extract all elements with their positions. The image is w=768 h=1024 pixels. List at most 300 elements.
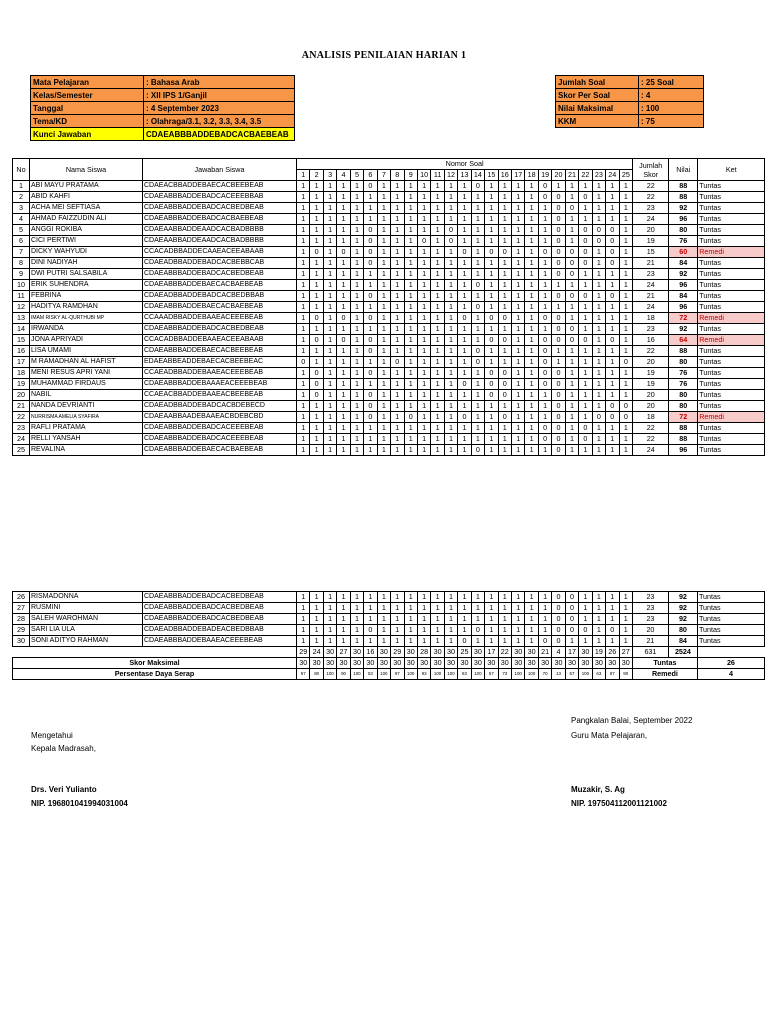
question-score: 0: [592, 236, 605, 247]
question-score: 1: [431, 203, 444, 214]
question-score: 0: [565, 291, 578, 302]
question-score: 1: [458, 302, 471, 313]
question-score: 1: [377, 258, 390, 269]
student-no: 9: [13, 269, 30, 280]
student-row: [13, 302, 765, 313]
question-score: 0: [552, 434, 565, 445]
question-score: 1: [297, 346, 310, 357]
student-answers: CDAEABBBADDEBADCACBEDBEAB: [143, 324, 297, 335]
student-answers: CCACADBBADDECAAEACEEABAAB: [143, 247, 297, 258]
student-status: Tuntas: [697, 625, 764, 636]
question-score: 1: [606, 636, 619, 647]
student-grade: 60: [669, 247, 698, 258]
question-score: 1: [579, 269, 592, 280]
student-grade: 72: [669, 313, 698, 324]
question-score: 1: [377, 291, 390, 302]
info-label: Kunci Jawaban: [31, 128, 144, 141]
question-score: 1: [323, 625, 336, 636]
question-max-score: 30: [350, 658, 363, 669]
question-score: 1: [579, 181, 592, 192]
question-total: 30: [377, 647, 390, 658]
student-status: Tuntas: [697, 592, 764, 603]
student-no: 1: [13, 181, 30, 192]
question-score: 0: [471, 445, 484, 456]
question-score: 0: [565, 603, 578, 614]
question-score: 1: [498, 291, 511, 302]
question-score: 1: [444, 291, 457, 302]
question-score: 0: [606, 291, 619, 302]
student-total-score: 15: [633, 247, 669, 258]
absorption-label: Persentase Daya Serap: [13, 669, 297, 680]
question-score: 1: [337, 291, 350, 302]
question-score: 0: [498, 335, 511, 346]
question-score: 1: [417, 181, 430, 192]
question-score: 1: [404, 258, 417, 269]
question-score: 0: [552, 335, 565, 346]
question-score: 1: [364, 434, 377, 445]
question-score: 1: [323, 203, 336, 214]
question-score: 1: [297, 368, 310, 379]
student-name: NANDA DEVRIANTI: [30, 401, 143, 412]
question-score: 0: [364, 313, 377, 324]
question-score: 1: [444, 247, 457, 258]
question-score: 1: [377, 614, 390, 625]
question-score: 1: [297, 335, 310, 346]
question-score: 1: [525, 434, 538, 445]
question-absorption: 100: [350, 669, 363, 680]
question-score: 1: [431, 269, 444, 280]
question-score: 1: [606, 181, 619, 192]
question-score: 1: [471, 390, 484, 401]
question-score: 1: [377, 280, 390, 291]
question-score: 0: [310, 313, 323, 324]
question-total: 25: [458, 647, 471, 658]
student-answers: CCAEADBBADDEBAAEACEEEBEAB: [143, 368, 297, 379]
question-max-score: 30: [458, 658, 471, 669]
student-no: 26: [13, 592, 30, 603]
question-score: 1: [417, 614, 430, 625]
question-score: 1: [498, 592, 511, 603]
question-score: 1: [404, 313, 417, 324]
tuntas-label: Tuntas: [632, 658, 697, 669]
question-score: 1: [525, 269, 538, 280]
question-score: 0: [565, 324, 578, 335]
question-score: 1: [512, 434, 525, 445]
question-score: 1: [431, 603, 444, 614]
question-score: 1: [337, 203, 350, 214]
student-row: [13, 203, 765, 214]
question-score: 1: [498, 346, 511, 357]
question-score: 1: [404, 335, 417, 346]
question-score: 0: [565, 258, 578, 269]
question-score: 0: [552, 423, 565, 434]
question-score: 1: [565, 357, 578, 368]
student-no: 3: [13, 203, 30, 214]
student-name: MENI RESUS APRI YANI: [30, 368, 143, 379]
question-max-score: 30: [310, 658, 323, 669]
student-answers: CDAEAABBAADEBAAEACBDEBCBD: [143, 412, 297, 423]
question-number: 24: [606, 170, 619, 181]
question-score: 1: [444, 603, 457, 614]
question-score: 0: [552, 412, 565, 423]
question-score: 1: [498, 625, 511, 636]
question-score: 1: [565, 445, 578, 456]
student-row: [13, 335, 765, 346]
student-grade: 64: [669, 335, 698, 346]
question-score: 0: [606, 401, 619, 412]
question-score: 1: [417, 280, 430, 291]
question-score: 1: [337, 592, 350, 603]
student-status: Tuntas: [698, 368, 765, 379]
question-score: 1: [364, 357, 377, 368]
question-score: 1: [471, 258, 484, 269]
student-total-score: 19: [633, 236, 669, 247]
question-score: 1: [350, 592, 363, 603]
question-score: 1: [297, 203, 310, 214]
question-score: 1: [297, 291, 310, 302]
question-score: 0: [606, 236, 619, 247]
info-label: Nilai Maksimal: [556, 102, 639, 115]
question-score: 1: [458, 324, 471, 335]
question-score: 0: [485, 313, 498, 324]
question-score: 1: [619, 423, 633, 434]
student-name: NURRISMA AMELIA SYAFIRA: [30, 412, 143, 423]
question-score: 1: [565, 636, 578, 647]
question-max-score: 30: [565, 658, 578, 669]
question-max-score: 30: [377, 658, 390, 669]
question-score: 1: [404, 214, 417, 225]
info-row: [31, 115, 295, 128]
right-role: Guru Mata Pelajaran,: [571, 731, 648, 740]
question-score: 1: [485, 236, 498, 247]
question-score: 1: [565, 434, 578, 445]
student-total-score: 18: [633, 313, 669, 324]
question-score: 0: [364, 247, 377, 258]
question-score: 0: [538, 357, 551, 368]
question-score: 1: [525, 401, 538, 412]
question-score: 1: [444, 625, 457, 636]
student-row: [13, 214, 765, 225]
question-score: 0: [552, 236, 565, 247]
question-score: 1: [377, 412, 390, 423]
student-grade: 84: [668, 636, 697, 647]
question-score: 1: [458, 434, 471, 445]
question-score: 1: [512, 614, 525, 625]
student-no: 6: [13, 236, 30, 247]
question-score: 1: [619, 324, 633, 335]
question-score: 1: [525, 181, 538, 192]
question-score: 1: [323, 258, 336, 269]
student-row: [13, 614, 765, 625]
student-row: [13, 368, 765, 379]
question-score: 1: [485, 412, 498, 423]
question-score: 1: [377, 346, 390, 357]
question-score: 1: [512, 280, 525, 291]
question-score: 1: [471, 236, 484, 247]
question-score: 1: [498, 401, 511, 412]
question-max-score: 30: [498, 658, 511, 669]
question-score: 1: [337, 269, 350, 280]
question-total: 26: [606, 647, 619, 658]
question-score: 1: [431, 302, 444, 313]
question-score: 0: [471, 625, 484, 636]
question-score: 1: [391, 603, 404, 614]
question-score: 1: [512, 181, 525, 192]
question-score: 0: [552, 203, 565, 214]
question-score: 1: [525, 636, 538, 647]
question-number: 16: [498, 170, 511, 181]
question-score: 1: [565, 236, 578, 247]
question-score: 1: [525, 203, 538, 214]
student-grade: 80: [669, 390, 698, 401]
question-score: 1: [458, 335, 471, 346]
question-score: 1: [364, 280, 377, 291]
question-score: 0: [606, 247, 619, 258]
question-score: 1: [525, 313, 538, 324]
question-score: 1: [431, 346, 444, 357]
student-answers: CDAEACBBADDEBAECACBEEBEAB: [143, 181, 297, 192]
student-total-score: 16: [633, 335, 669, 346]
question-score: 1: [579, 280, 592, 291]
question-score: 1: [404, 346, 417, 357]
question-score: 0: [579, 247, 592, 258]
student-answers: CDAEABBBADDEBADCACBEDBEAB: [143, 603, 297, 614]
student-name: CICI PERTIWI: [30, 236, 143, 247]
student-name: JONA APRIYADI: [30, 335, 143, 346]
question-score: 1: [485, 291, 498, 302]
question-max-score: 30: [538, 658, 551, 669]
question-score: 1: [391, 313, 404, 324]
question-score: 1: [417, 247, 430, 258]
question-score: 1: [579, 313, 592, 324]
info-row: [31, 89, 295, 102]
question-score: 1: [512, 214, 525, 225]
question-score: 1: [377, 181, 390, 192]
student-answers: CDAEABBBADDEBAECACBAEBEAB: [143, 445, 297, 456]
question-absorption: 100: [377, 669, 390, 680]
question-score: 1: [606, 214, 619, 225]
question-score: 0: [552, 625, 565, 636]
student-total-score: 23: [633, 324, 669, 335]
question-score: 1: [323, 603, 336, 614]
question-score: 1: [417, 412, 430, 423]
question-score: 1: [458, 236, 471, 247]
question-score: 1: [364, 614, 377, 625]
question-score: 1: [364, 192, 377, 203]
question-score: 1: [525, 346, 538, 357]
question-score: 1: [498, 614, 511, 625]
question-number: 5: [350, 170, 363, 181]
question-score: 1: [323, 636, 336, 647]
question-max-score: 30: [592, 658, 605, 669]
student-row: [13, 258, 765, 269]
question-score: 1: [444, 324, 457, 335]
question-score: 1: [538, 603, 551, 614]
student-answers: CDAEABBBADDEBAECACBAEBEAB: [143, 302, 297, 313]
question-score: 1: [364, 379, 377, 390]
question-score: 0: [606, 258, 619, 269]
question-score: 1: [525, 368, 538, 379]
student-status: Tuntas: [698, 423, 765, 434]
question-score: 1: [323, 390, 336, 401]
question-score: 1: [297, 236, 310, 247]
student-answers: CDAEABBBADDEBADCACBEDBEAB: [143, 614, 297, 625]
question-score: 0: [552, 258, 565, 269]
question-score: 1: [525, 291, 538, 302]
question-score: 1: [323, 357, 336, 368]
question-score: 1: [606, 390, 619, 401]
student-grade: 80: [669, 357, 698, 368]
student-no: 4: [13, 214, 30, 225]
question-score: 1: [431, 280, 444, 291]
question-score: 1: [337, 614, 350, 625]
question-score: 0: [538, 346, 551, 357]
question-absorption: 83: [458, 669, 471, 680]
student-name: DWI PUTRI SALSABILA: [30, 269, 143, 280]
question-score: 0: [606, 335, 619, 346]
student-status: Tuntas: [698, 445, 765, 456]
question-score: 0: [364, 625, 377, 636]
question-score: 1: [323, 247, 336, 258]
question-score: 1: [619, 214, 633, 225]
question-score: 0: [538, 192, 551, 203]
question-score: 1: [431, 313, 444, 324]
student-status: Tuntas: [697, 603, 764, 614]
question-score: 1: [350, 423, 363, 434]
question-score: 1: [606, 368, 619, 379]
question-score: 1: [391, 445, 404, 456]
question-score: 1: [337, 379, 350, 390]
student-total-score: 20: [633, 401, 669, 412]
question-number: 3: [323, 170, 336, 181]
grand-total-grade: 2524: [668, 647, 697, 658]
student-total-score: 24: [633, 214, 669, 225]
question-score: 1: [619, 258, 633, 269]
question-score: 1: [377, 192, 390, 203]
question-max-score: 30: [606, 658, 619, 669]
question-score: 1: [350, 614, 363, 625]
question-score: 1: [525, 280, 538, 291]
question-absorption: 53: [364, 669, 377, 680]
question-score: 1: [310, 302, 323, 313]
question-score: 1: [471, 614, 484, 625]
question-score: 1: [350, 258, 363, 269]
question-score: 1: [350, 412, 363, 423]
question-score: 1: [377, 203, 390, 214]
student-total-score: 22: [633, 346, 669, 357]
question-score: 0: [364, 412, 377, 423]
question-score: 1: [606, 445, 619, 456]
question-score: 1: [404, 614, 417, 625]
question-score: 1: [565, 368, 578, 379]
question-score: 1: [431, 390, 444, 401]
score-table-continued: [12, 591, 765, 680]
question-score: 1: [498, 214, 511, 225]
totals-row: [13, 647, 765, 658]
question-score: 1: [498, 445, 511, 456]
question-score: 1: [471, 434, 484, 445]
question-score: 0: [552, 225, 565, 236]
student-grade: 92: [669, 324, 698, 335]
question-score: 1: [525, 247, 538, 258]
remedi-count: 4: [697, 669, 764, 680]
question-score: 1: [525, 225, 538, 236]
question-max-score: 30: [417, 658, 430, 669]
question-max-score: 30: [404, 658, 417, 669]
question-score: 1: [310, 434, 323, 445]
student-answers: CDAEABBBADDEBADCACBEDBEAB: [143, 269, 297, 280]
question-score: 1: [297, 636, 310, 647]
info-left-table: [30, 75, 295, 141]
question-score: 1: [323, 236, 336, 247]
question-score: 1: [498, 324, 511, 335]
question-score: 1: [297, 247, 310, 258]
question-score: 1: [391, 614, 404, 625]
question-score: 1: [538, 258, 551, 269]
question-score: 1: [323, 302, 336, 313]
question-max-score: 30: [471, 658, 484, 669]
student-status: Tuntas: [698, 214, 765, 225]
question-score: 1: [619, 614, 632, 625]
question-score: 1: [485, 324, 498, 335]
question-score: 1: [404, 423, 417, 434]
question-score: 1: [350, 368, 363, 379]
question-score: 0: [538, 423, 551, 434]
question-score: 0: [364, 258, 377, 269]
question-score: 0: [606, 625, 619, 636]
question-score: 1: [525, 603, 538, 614]
student-grade: 76: [669, 368, 698, 379]
question-score: 1: [417, 258, 430, 269]
question-score: 1: [377, 335, 390, 346]
question-score: 1: [458, 225, 471, 236]
question-score: 0: [538, 313, 551, 324]
question-absorption: 100: [512, 669, 525, 680]
question-score: 1: [323, 313, 336, 324]
question-score: 1: [512, 313, 525, 324]
student-grade: 76: [669, 236, 698, 247]
question-score: 1: [310, 214, 323, 225]
question-score: 0: [364, 181, 377, 192]
student-row: [13, 247, 765, 258]
question-score: 1: [525, 445, 538, 456]
left-line-2: Kepala Madrasah,: [31, 744, 96, 753]
student-row: [13, 346, 765, 357]
student-grade: 72: [669, 412, 698, 423]
question-score: 0: [498, 379, 511, 390]
question-score: 1: [364, 592, 377, 603]
student-no: 21: [13, 401, 30, 412]
question-total: 30: [512, 647, 525, 658]
max-score-row: [13, 658, 765, 669]
score-table: [12, 158, 765, 456]
info-label: Skor Per Soal: [556, 89, 639, 102]
question-score: 1: [471, 335, 484, 346]
student-grade: 92: [668, 603, 697, 614]
question-score: 1: [404, 269, 417, 280]
page-title: ANALISIS PENILAIAN HARIAN 1: [301, 50, 467, 61]
question-score: 0: [310, 379, 323, 390]
question-score: 1: [606, 379, 619, 390]
student-status: Tuntas: [698, 291, 765, 302]
info-label: Kelas/Semester: [31, 89, 144, 102]
question-number: 15: [485, 170, 498, 181]
question-score: 1: [512, 368, 525, 379]
student-name: DICKY WAHYUDI: [30, 247, 143, 258]
question-score: 1: [471, 225, 484, 236]
question-absorption: 100: [404, 669, 417, 680]
question-score: 1: [350, 225, 363, 236]
